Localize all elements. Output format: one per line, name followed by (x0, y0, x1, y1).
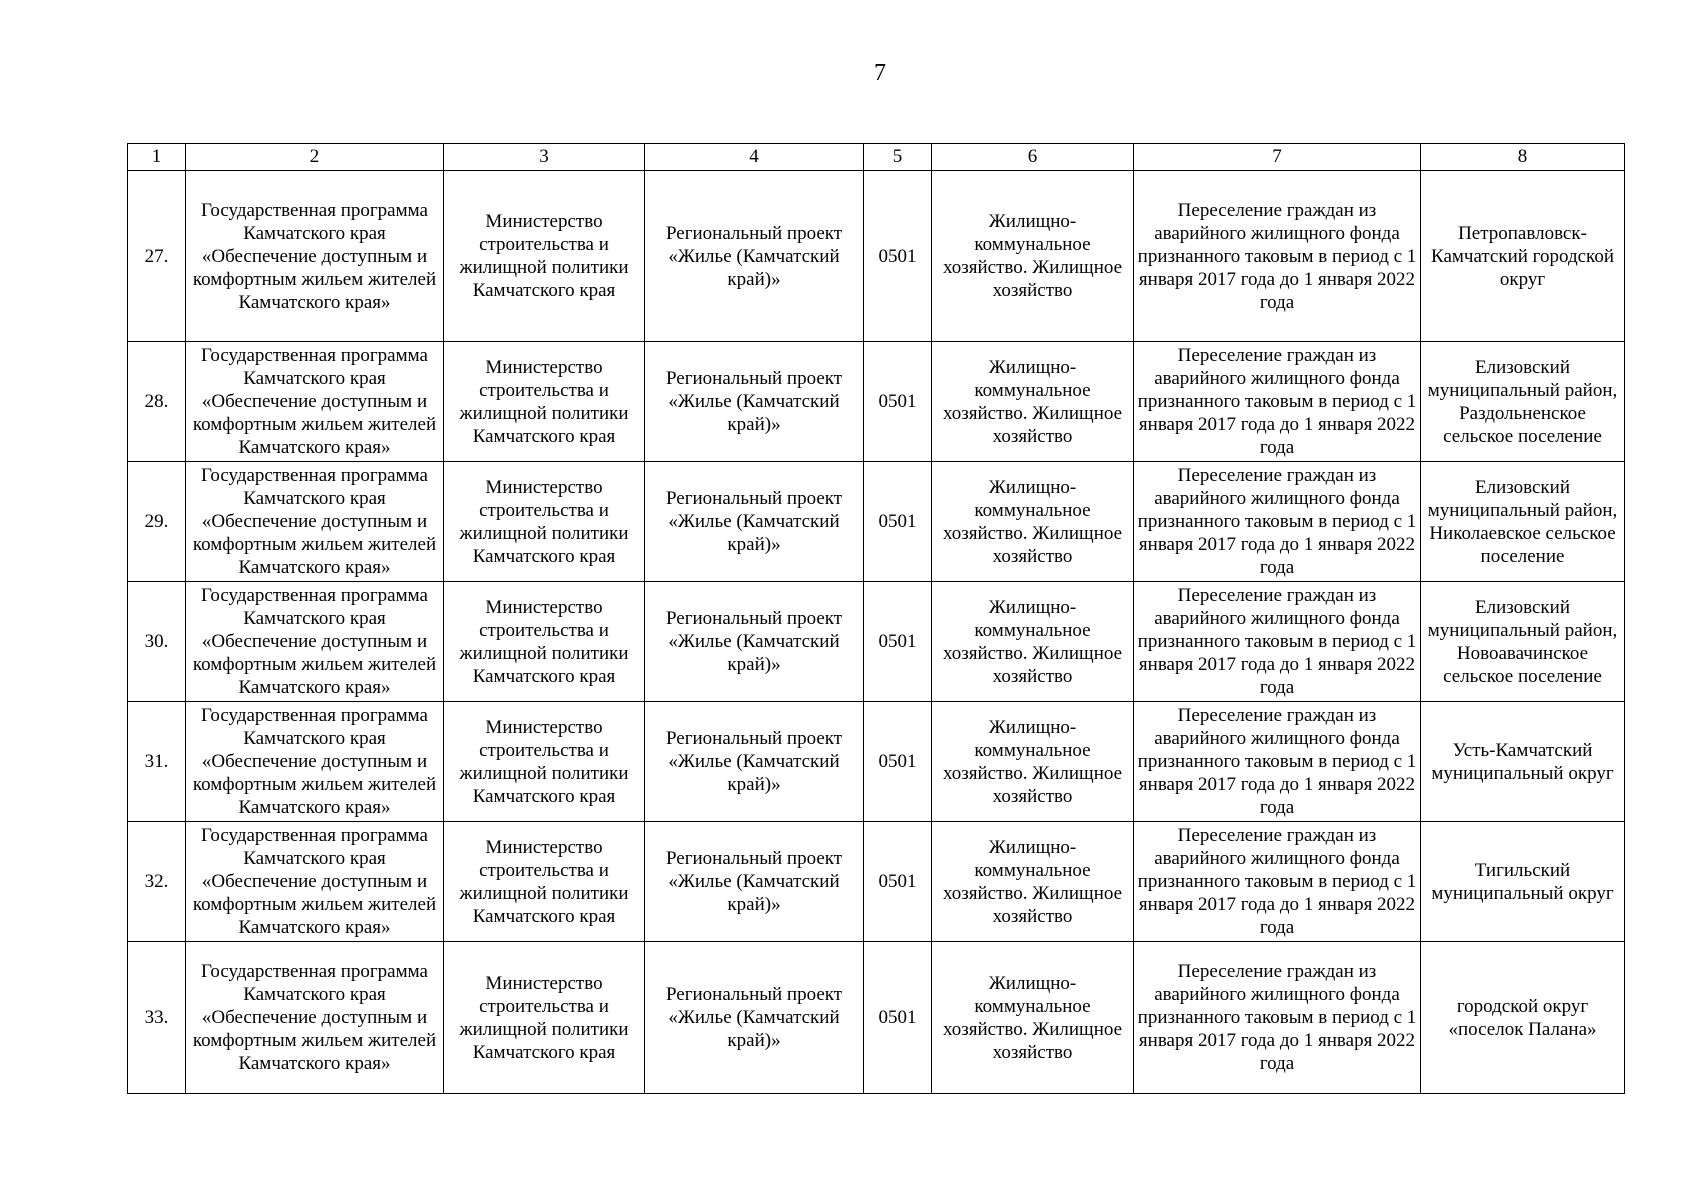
event-cell: Переселение граждан из аварийного жилищного фонда признанного таковым в период с 1 января 2017 года до 1 января 2022 года (1134, 582, 1421, 702)
ministry-cell: Министерство строительства и жилищной политики Камчатского края (444, 171, 645, 342)
section-cell: Жилищно-коммунальное хозяйство. Жилищное хозяйство (932, 702, 1134, 822)
code-cell: 0501 (864, 582, 932, 702)
column-header: 5 (864, 144, 932, 171)
municipality-cell: Елизовский муниципальный район, Николаевское сельское поселение (1421, 462, 1625, 582)
table-row (128, 171, 1625, 342)
code-cell: 0501 (864, 942, 932, 1094)
column-number-row (128, 144, 1625, 171)
project-cell: Региональный проект «Жилье (Камчатский край)» (645, 462, 864, 582)
municipality-cell: Петропавловск-Камчатский городской округ (1421, 171, 1625, 342)
column-header: 8 (1421, 144, 1625, 171)
ministry-cell: Министерство строительства и жилищной политики Камчатского края (444, 342, 645, 462)
project-cell: Региональный проект «Жилье (Камчатский край)» (645, 702, 864, 822)
row-number-cell: 28. (128, 342, 186, 462)
row-number-cell: 31. (128, 702, 186, 822)
program-cell: Государственная программа Камчатского края «Обеспечение доступным и комфортным жильем жителей Камчатского края» (186, 462, 444, 582)
event-cell: Переселение граждан из аварийного жилищного фонда признанного таковым в период с 1 января 2017 года до 1 января 2022 года (1134, 171, 1421, 342)
project-cell: Региональный проект «Жилье (Камчатский край)» (645, 582, 864, 702)
project-cell: Региональный проект «Жилье (Камчатский край)» (645, 942, 864, 1094)
project-cell: Региональный проект «Жилье (Камчатский край)» (645, 171, 864, 342)
project-cell: Региональный проект «Жилье (Камчатский край)» (645, 822, 864, 942)
section-cell: Жилищно-коммунальное хозяйство. Жилищное хозяйство (932, 342, 1134, 462)
ministry-cell: Министерство строительства и жилищной политики Камчатского края (444, 822, 645, 942)
program-cell: Государственная программа Камчатского края «Обеспечение доступным и комфортным жильем жителей Камчатского края» (186, 942, 444, 1094)
section-cell: Жилищно-коммунальное хозяйство. Жилищное хозяйство (932, 822, 1134, 942)
table-row (128, 822, 1625, 942)
municipality-cell: Усть-Камчатский муниципальный округ (1421, 702, 1625, 822)
ministry-cell: Министерство строительства и жилищной политики Камчатского края (444, 942, 645, 1094)
event-cell: Переселение граждан из аварийного жилищного фонда признанного таковым в период с 1 января 2017 года до 1 января 2022 года (1134, 702, 1421, 822)
row-number-cell: 27. (128, 171, 186, 342)
event-cell: Переселение граждан из аварийного жилищного фонда признанного таковым в период с 1 января 2017 года до 1 января 2022 года (1134, 822, 1421, 942)
column-header: 4 (645, 144, 864, 171)
municipality-cell: Елизовский муниципальный район, Раздольненское сельское поселение (1421, 342, 1625, 462)
code-cell: 0501 (864, 822, 932, 942)
row-number-cell: 30. (128, 582, 186, 702)
code-cell: 0501 (864, 342, 932, 462)
row-number-cell: 33. (128, 942, 186, 1094)
ministry-cell: Министерство строительства и жилищной политики Камчатского края (444, 462, 645, 582)
ministry-cell: Министерство строительства и жилищной политики Камчатского края (444, 582, 645, 702)
program-cell: Государственная программа Камчатского края «Обеспечение доступным и комфортным жильем жителей Камчатского края» (186, 582, 444, 702)
table-row (128, 942, 1625, 1094)
column-header: 6 (932, 144, 1134, 171)
program-cell: Государственная программа Камчатского края «Обеспечение доступным и комфортным жильем жителей Камчатского края» (186, 171, 444, 342)
event-cell: Переселение граждан из аварийного жилищного фонда признанного таковым в период с 1 января 2017 года до 1 января 2022 года (1134, 462, 1421, 582)
program-cell: Государственная программа Камчатского края «Обеспечение доступным и комфортным жильем жителей Камчатского края» (186, 342, 444, 462)
code-cell: 0501 (864, 702, 932, 822)
column-header: 2 (186, 144, 444, 171)
table-row (128, 702, 1625, 822)
section-cell: Жилищно-коммунальное хозяйство. Жилищное хозяйство (932, 942, 1134, 1094)
table-row (128, 342, 1625, 462)
column-header: 7 (1134, 144, 1421, 171)
section-cell: Жилищно-коммунальное хозяйство. Жилищное хозяйство (932, 462, 1134, 582)
table-row (128, 582, 1625, 702)
row-number-cell: 29. (128, 462, 186, 582)
section-cell: Жилищно-коммунальное хозяйство. Жилищное хозяйство (932, 582, 1134, 702)
program-cell: Государственная программа Камчатского края «Обеспечение доступным и комфортным жильем жителей Камчатского края» (186, 702, 444, 822)
section-cell: Жилищно-коммунальное хозяйство. Жилищное хозяйство (932, 171, 1134, 342)
column-header: 3 (444, 144, 645, 171)
program-cell: Государственная программа Камчатского края «Обеспечение доступным и комфортным жильем жителей Камчатского края» (186, 822, 444, 942)
municipality-cell: городской округ «поселок Палана» (1421, 942, 1625, 1094)
code-cell: 0501 (864, 462, 932, 582)
event-cell: Переселение граждан из аварийного жилищного фонда признанного таковым в период с 1 января 2017 года до 1 января 2022 года (1134, 342, 1421, 462)
municipality-cell: Елизовский муниципальный район, Новоавачинское сельское поселение (1421, 582, 1625, 702)
row-number-cell: 32. (128, 822, 186, 942)
table-row (128, 462, 1625, 582)
code-cell: 0501 (864, 171, 932, 342)
page-number: 7 (874, 60, 886, 86)
event-cell: Переселение граждан из аварийного жилищного фонда признанного таковым в период с 1 января 2017 года до 1 января 2022 года (1134, 942, 1421, 1094)
distribution-table (127, 143, 1625, 1094)
ministry-cell: Министерство строительства и жилищной политики Камчатского края (444, 702, 645, 822)
project-cell: Региональный проект «Жилье (Камчатский край)» (645, 342, 864, 462)
column-header: 1 (128, 144, 186, 171)
municipality-cell: Тигильский муниципальный округ (1421, 822, 1625, 942)
